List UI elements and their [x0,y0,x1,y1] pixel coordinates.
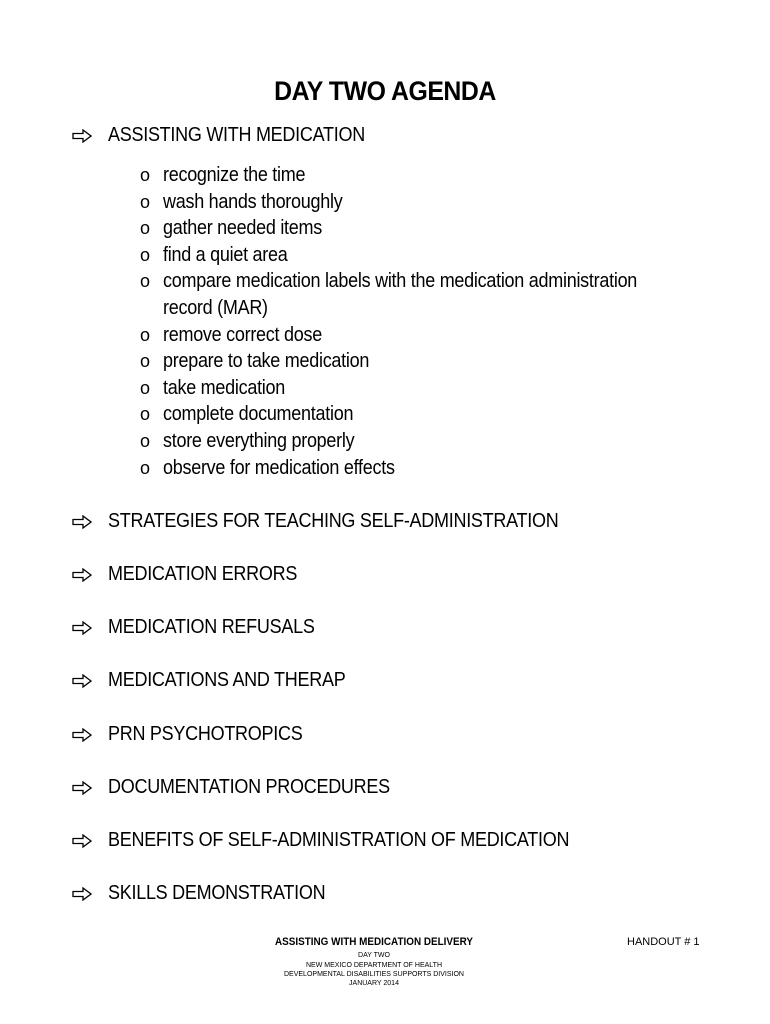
section-label: STRATEGIES FOR TEACHING SELF-ADMINISTRATION [108,510,559,532]
circle-bullet-icon: o [140,218,150,239]
list-item-text: prepare to take medication [163,350,370,373]
list-item [140,428,700,455]
list-item [140,348,700,375]
footer-line: DAY TWO [358,952,390,959]
right-arrow-outline-icon [72,781,92,795]
agenda-section [72,124,393,147]
agenda-section [72,669,372,692]
list-item-text: remove correct dose [163,323,322,346]
handout-number: HANDOUT # 1 [627,936,700,948]
footer-title: ASSISTING WITH MEDICATION DELIVERY [274,936,473,948]
section-label: MEDICATION REFUSALS [108,616,315,638]
right-arrow-outline-icon [72,834,92,848]
list-item-text: take medication [163,376,286,399]
list-item [140,215,700,242]
agenda-section [72,882,349,905]
list-item-text: store everything properly [163,429,355,452]
right-arrow-outline-icon [72,728,92,742]
circle-bullet-icon: o [140,324,150,345]
right-arrow-outline-icon [72,129,92,143]
circle-bullet-icon: o [140,457,150,478]
circle-bullet-icon: o [140,165,150,185]
agenda-section [72,776,421,799]
list-item-text: complete documentation [163,403,354,426]
footer-line: DEVELOPMENTAL DISABILITIES SUPPORTS DIVISION [284,971,464,978]
agenda-section [72,563,318,586]
list-item-text: gather needed items [163,217,322,240]
footer-line: NEW MEXICO DEPARTMENT OF HEALTH [306,962,442,969]
section-label: MEDICATIONS AND THERAP [108,669,346,691]
agenda-section [72,510,608,533]
section-label: MEDICATION ERRORS [108,563,298,585]
circle-bullet-icon: o [140,191,150,212]
circle-bullet-icon: o [140,271,150,292]
list-item [140,455,700,482]
right-arrow-outline-icon [72,621,92,635]
list-item-text: observe for medication effects [163,456,395,479]
circle-bullet-icon: o [140,244,150,265]
circle-bullet-icon: o [140,377,150,398]
list-item [140,401,700,428]
list-item [140,375,700,402]
circle-bullet-icon: o [140,404,150,425]
section-label: PRN PSYCHOTROPICS [108,723,303,745]
agenda-section [72,829,620,852]
list-item [140,242,700,269]
list-item-text: wash hands thoroughly [163,190,343,213]
right-arrow-outline-icon [72,515,92,529]
section-label: ASSISTING WITH MEDICATION [108,124,365,146]
list-item-text: compare medication labels with the medication administration record (MAR) [163,270,638,319]
section-label: SKILLS DEMONSTRATION [108,882,326,904]
section-label: BENEFITS OF SELF-ADMINISTRATION OF MEDICATION [108,829,570,851]
circle-bullet-icon: o [140,351,150,372]
sub-list [140,162,700,481]
list-item [140,189,700,216]
footer-line: JANUARY 2014 [349,980,399,987]
list-item [140,322,700,349]
right-arrow-outline-icon [72,674,92,688]
list-item [140,268,700,321]
agenda-section [72,723,324,746]
section-label: DOCUMENTATION PROCEDURES [108,776,390,798]
list-item-text: recognize the time [163,164,306,186]
list-item-text: find a quiet area [163,243,288,266]
right-arrow-outline-icon [72,568,92,582]
list-item [140,162,700,189]
agenda-section [72,616,338,639]
circle-bullet-icon: o [140,430,150,451]
right-arrow-outline-icon [72,887,92,901]
page-title: DAY TWO AGENDA [274,76,496,106]
